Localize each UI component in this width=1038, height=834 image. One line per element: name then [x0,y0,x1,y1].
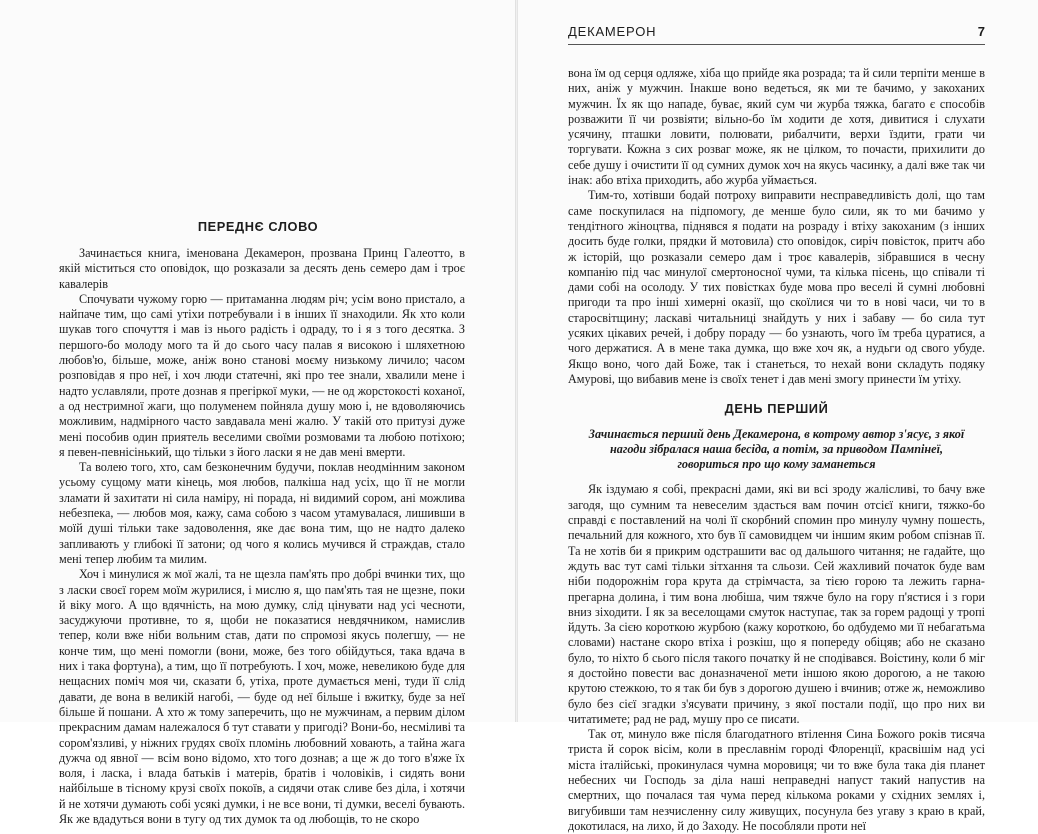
left-page [0,0,516,826]
foreword-heading: ПЕРЕДНЄ СЛОВО [197,219,319,234]
paragraph: Як іздумаю я собі, прекрасні дами, які ви всі зроду жалісливі, то бачу вже загодя, що сумним та невеселим здасться вам почин отсієї книги, тяжко-бо справді є поставлений на чолі її скорбний спомин про минулу чумну пошесть, печальний для кожного, хто був її самовидцем чи іншим яким робом спізнав її. Та не хотів би я прикрим одстрашити вас од дальшого читання; не гадайте, що ждуть вас тут самі тільки зітхання та сльози. Сей жахливий початок буде вам ніби подорожнім гора крута да стрімчаста, за тією горою та лежить гарна-прегарна долина, і тим вона любіша, чим тяжче було на гору п'ястися і з гори вниз зіходити. І як за веселощами смуток наступає, так за горем радощі у тропі йдуть. За сією короткою журбою (кажу короткою, бо одбудемо ми її небагатьма словами) настане скоро втіха і розкіш, що я попереду обіцяв; або не сказано було, то ніхто б сього після такого початку й не сподівався. Воістину, коли б міг я достойно повести вас доназначеної мети іншою якою дорогою, а не такою крутою стежкою, то я так би був з дорогою душею і вчинив; отже ж, неможливо було без сієї згадки з'ясувати причину, з якої постали події, що про них ви читатимете; рад не рад, мушу про се писати. [568,482,985,726]
running-header [568,24,985,45]
page-number: 7 [977,24,985,39]
left-text-column [59,246,465,827]
day-one-intro: Зачинається перший день Декамерона, в котрому автор з'ясує, з якої нагоди зібралася наша бесіда, а потім, за приводом Пампінеї, говориться про що кому заманеться [588,426,965,472]
right-page [518,0,1038,833]
paragraph: Тим-то, хотівши бодай потроху виправити несправедливість долі, що там саме поскупилася на підпомогу, де менше було сили, як то ми бачимо у тендітного жіноцтва, піднявся я подати на розраду і втіху закоханим (з інших досить буде голки, прядки й мотовила) сто оповідок, сиріч повісток, притч або ж історій, що розказали семеро дам і троє кавалерів, зібравшися в чесну компанію під час минулої смертоносної чуми, та кілька пісень, що співали ті дами собі на осолоду. У тих повістках буде мова про веселі й сумні любовні пригоди та про інші химерні оказії, що скоїлися чи то в нові часи, чи то в старосвітщину; ласкаві читальниці знайдуть у них і забаву — бо сила тут усяких цікавих речей, і добру пораду — бо узнають, чого їм треба цуратися, а чого держатися. А в мене така думка, що вже хоч як, а нудьги од свого убуде. Якщо воно, чого дай Боже, так і станеться, то нехай вони складуть подяку Амурові, що вибавив мене із своїх тенет і дав мені змогу принести їм утіху. [568,188,985,386]
paragraph: Так от, минуло вже після благодатного втілення Сина Божого років тисяча триста й сорок вісім, коли в преславнім городі Флоренції, красвішім над усі міста італійські, прокинулася чумна моровиця; чи то вже була така дія планет небесних чи Господь за діла наші неправедні напуст такий напустив на смертних, що почалася тая чума перед кількома роками у східних землях і, вигубивши там незчисленну силу живущих, посунула без угаву з краю в край, докотилася, на лихо, й до Заходу. Не пособляли проти неї [568,727,985,833]
paragraph: Зачинається книга, іменована Декамерон, прозвана Принц Галеотто, в якій міститься сто оповідок, що розказали за десять день семеро дам і троє кавалерів [59,246,465,291]
right-text-column [568,66,985,834]
paragraph: вона їм од серця одляже, хіба що прийде яка розрада; та й сили терпіти менше в них, аніж у мужчин. Інакше воно ведеться, як ми те бачимо, у закоханих мужчин. Їх як що нападе, буває, який сум чи журба тяжка, багато є способів розважити її чи розвіяти; вільно-бо їм ходити де хотя, дивитися і слухати усячину, пташки ловити, полювати, рибалчити, верхи їздити, грати чи торгувати. Кожна з сих розваг може, як не цілком, то почасти, прихилити до себе душу і очистити її од сумних думок хоч на якусь часинку, а далі вже так чи інак: або втіха приходить, або журба уймається. [568,66,985,188]
paragraph: Хоч і минулися ж мої жалі, та не щезла пам'ять про добрі вчинки тих, що з ласки своєї горем моїм журилися, і мислю я, що пам'ять тая не щезне, поки й віку мого. А що вдячність, на мою думку, слід цінувати над усі чесноти, засуджуючи противне, то я, щоби не показатися невдячником, намислив тепер, коли вже ніби вольним став, дати по спромозі якусь полегшу, — не конче тим, що мені помогли (вони, може, без того обійдуться, така вдача в них і така фортуна), а тим, що її потребують. І хоч, може, невеликою буде для нещасних поміч моя чи, сказати б, утіха, проте думається мені, туди її слід давати, де вона в великій нагобі, — буде од неї більше і вжитку, буде за неї більше й пошани. А хто ж тому заперечить, що не мужчинам, а первим ділом прекрасним дамам належалося б тут ставати у пригоді? Вони-бо, несміливі та сором'язливі, у ніжних грудях своїх пломінь любовний ховають, а тайна жага дужча од явної — всім воно відомо, хто того дознав; а ще ж до того в'яже їх воля, і ласка, і влада батьків і матерів, братів і чоловіків, і сидять вони найбільше в тісному крузі своїх покоїв, а сидячи отак сливе без діла, і хотячи й не хотячи думають собі усякі думки, і не все вони, ті думки, веселі бувають. Як же вдадуться вони в тугу од тих думок та од любощів, то не скоро [59,567,465,826]
day-one-heading: ДЕНЬ ПЕРШИЙ [724,401,829,417]
paragraph: Та волею того, хто, сам безконечним будучи, поклав неодмінним законом усьому сущому мати кінець, моя любов, палкіша над усіх, що її не могли зламати й захитати ні сила наміру, ні порада, ні видимий сором, ані можлива небезпека, — любов моя, кажу, сама собою з часом утамувалася, лишивши в моїй душі тільки таке задоволення, яке дає вона тим, що не надто далеко запливають у глибокі її затони; од чого я колись мучився й страждав, стало мені тепер любим та милим. [59,460,465,566]
paragraph: Спочувати чужому горю — притаманна людям річ; усім воно пристало, а найпаче тим, що самі утіхи потребували і в інших її знаходили. Як хто коли шукав того спочуття і мав із нього радість і одраду, то і я з того десятка. З першого-бо молоду мого та й до сього часу палав я високою і шляхетною любов'ю, більше, може, аніж воно станові моєму низькому личило; часом розповідав я про неї, і хоч люди статечні, які про тее знали, хвалили мене і надто уславляли, проте дознав я прегіркої муки, — не од жорстокості коханої, а од нестримної жаги, що полуменем пойняла душу мою і, не вдоволяючись можливим, надмірного часто завдавала мені жалю. У такій ото притузі дуже мені пособив один приятель веселими своїми розмовами та любою потіхою; я певен-певнісінький, що тільки з його ласки я не дав мені вмерти. [59,291,465,459]
running-title: ДЕКАМЕРОН [568,24,657,39]
